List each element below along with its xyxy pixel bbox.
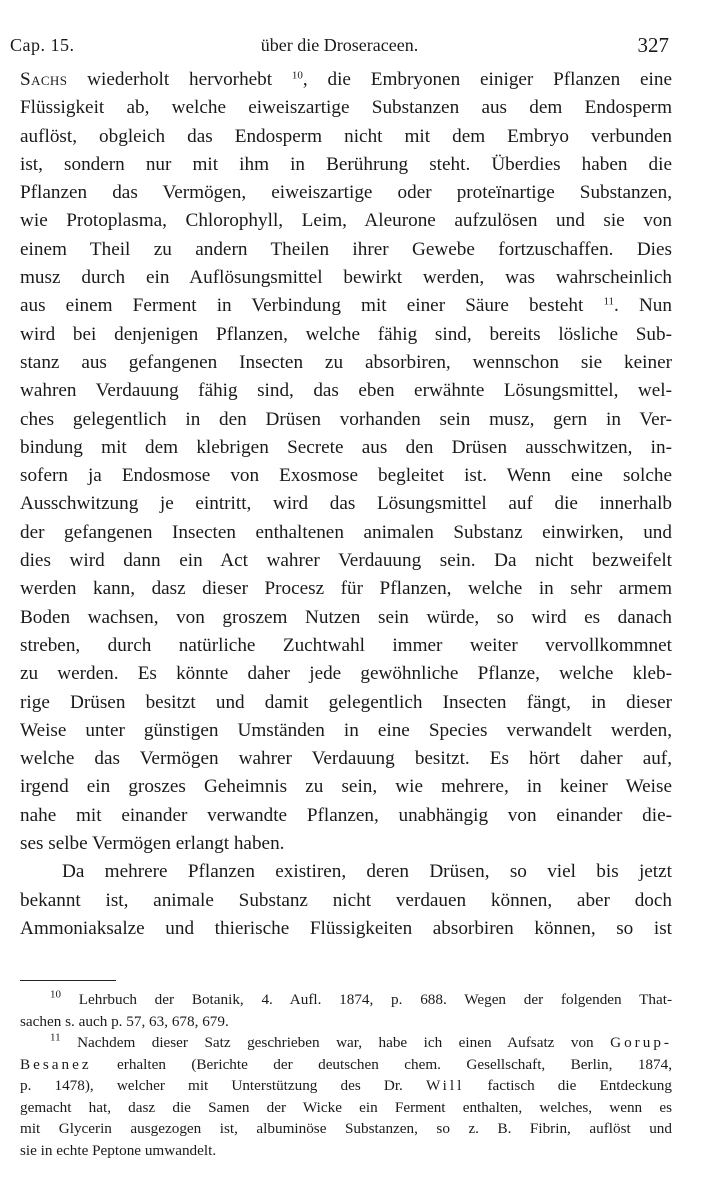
text-run: aus einem Ferment in Verbindung mit einer Säure besteht [20,295,604,317]
text-run: ist, sondern nur mit ihm in Berührung steht. Überdies haben die [20,153,672,175]
text-run: irgend ein groszes Geheimnis zu sein, wie mehrere, in keiner Weise [20,776,672,798]
text-line [20,632,672,660]
text-run: Da mehrere Pflanzen existiren, deren Drüsen, so viel bis jetzt [62,861,672,883]
text-run: Ausschwitzung je eintritt, wird das Lösungsmittel auf die innerhalb [20,493,672,515]
footnote-line [20,1097,672,1119]
footnote-line [20,1054,672,1076]
text-line [20,660,672,688]
text-run: einem Theil zu andern Theilen ihrer Gewebe fortzuschaffen. Dies [20,238,672,260]
text-run: werden kann, dasz dieser Procesz für Pflanzen, welche in sehr armem [20,578,672,600]
text-run: bindung mit dem klebrigen Secrete aus den Drüsen ausschwitzen, in- [20,436,672,458]
text-line [20,604,672,632]
text-run: Gorup- [610,1034,672,1051]
running-title: über die Droseraceen. [260,35,419,55]
text-line [20,887,672,915]
page-number: 327 [637,33,669,57]
text-run: Nachdem dieser Satz geschrieben war, habe ich einen Aufsatz von [60,1034,611,1051]
text-line [20,123,672,151]
text-run: nahe mit einander verwandte Pflanzen, unabhängig von einander die- [20,804,672,826]
footnote-marker: 10 [50,988,61,1001]
text-run: , die Embryonen einiger Pflanzen eine [302,69,672,90]
text-run: sie in echte Peptone umwandelt. [20,1141,217,1159]
text-line [20,490,672,518]
text-line [20,519,672,547]
text-line [20,179,672,207]
text-line [20,773,672,801]
text-line [20,321,672,349]
text-line [20,349,672,377]
text-run: wird bei denjenigen Pflanzen, welche fähig sind, bereits lösliche Sub- [20,323,672,345]
text-run: factisch die Entdeckung [464,1077,672,1094]
text-run: welche das Vermögen wahrer Verdauung besitzt. Es hört daher auf, [20,748,672,770]
text-run: Lehrbuch der Botanik, 4. Aufl. 1874, p. 688. Wegen der folgenden That- [61,991,672,1008]
text-line [20,377,672,405]
text-line [20,236,672,264]
text-run: Sachs [20,69,68,90]
text-line [20,406,672,434]
footnotes [20,989,672,1161]
text-run: Ammoniaksalze und thierische Flüssigkeiten absorbiren können, so ist [20,917,672,939]
text-run: stanz aus gefangenen Insecten zu absorbiren, wennschon sie keiner [20,351,672,373]
text-run: wiederholt hervorhebt [67,69,292,90]
footnote-line [20,1032,672,1054]
footnote-marker: 11 [50,1031,61,1044]
text-run: musz durch ein Auflösungsmittel bewirkt werden, was wahrscheinlich [20,267,672,289]
text-line [20,292,672,320]
text-line [20,830,672,858]
text-run: wie Protoplasma, Chlorophyll, Leim, Aleurone aufzulösen und sie von [20,210,672,232]
text-run: mit Glycerin ausgezogen ist, albuminöse Substanzen, so z. B. Fibrin, auflöst und [20,1120,672,1137]
text-run: Weise unter günstigen Umständen in eine Species verwandelt werden, [20,719,672,741]
text-line [20,207,672,235]
text-line [20,802,672,830]
text-run: rige Drüsen besitzt und damit gelegentlich Insecten fängt, in dieser [20,691,672,713]
text-run: sofern ja Endosmose von Exosmose begleitet ist. Wenn eine solche [20,465,672,487]
text-run: dies wird dann ein Act wahrer Verdauung sein. Da nicht bezweifelt [20,550,672,572]
text-run: der gefangenen Insecten enthaltenen animalen Substanz einwirken, und [20,521,672,543]
text-line [20,66,672,94]
text-run: Boden wachsen, von groszem Nutzen sein würde, so wird es danach [20,606,672,628]
text-line [20,717,672,745]
text-run: . Nun [614,295,672,317]
text-line [20,151,672,179]
text-run: sachen s. auch p. 57, 63, 678, 679. [20,1012,229,1030]
text-line [20,434,672,462]
chapter-label: Cap. 15. [10,35,75,55]
running-header [10,32,669,58]
text-run: zu werden. Es könnte daher jede gewöhnliche Pflanze, welche kleb- [20,663,672,685]
footnote-separator [20,980,116,981]
text-run: erhalten (Berichte der deutschen chem. Gesellschaft, Berlin, 1874, [91,1055,672,1073]
text-line [20,575,672,603]
text-line [20,547,672,575]
text-run: bekannt ist, animale Substanz nicht verdauen können, aber doch [20,889,672,911]
text-line [20,462,672,490]
footnote-line [20,989,672,1011]
footnote-line [20,1118,672,1140]
footnote-line [20,1075,672,1097]
text-run: wahren Verdauung fähig sind, das eben erwähnte Lösungsmittel, wel- [20,380,672,402]
text-line [20,915,672,943]
text-line [20,745,672,773]
text-run: ses selbe Vermögen erlangt haben. [20,833,285,855]
main-text [20,66,672,943]
text-run: p. 1478), welcher mit Unterstützung des Dr. [20,1077,426,1094]
text-run: ches gelegentlich in den Drüsen vorhanden sein musz, gern in Ver- [20,408,672,430]
text-line [20,264,672,292]
footnote-marker: 10 [291,69,303,82]
text-run: auflöst, obgleich das Endosperm nicht mit dem Embryo verbunden [20,125,672,147]
footnote-line [20,1011,672,1033]
text-run: Besanez [20,1055,92,1073]
text-line [20,94,672,122]
text-line [20,858,672,886]
text-run: gemacht hat, dasz die Samen der Wicke ein Ferment enthalten, welches, wenn es [20,1098,672,1116]
text-run: Will [425,1077,465,1094]
text-run: Flüssigkeit ab, welche eiweiszartige Substanzen aus dem Endosperm [20,97,672,119]
text-line [20,689,672,717]
text-run: Pflanzen das Vermögen, eiweiszartige oder proteïnartige Substanzen, [20,182,672,204]
footnote-line [20,1140,672,1162]
footnote-marker: 11 [603,295,615,308]
text-run: streben, durch natürliche Zuchtwahl immer weiter vervollkommnet [20,634,672,656]
